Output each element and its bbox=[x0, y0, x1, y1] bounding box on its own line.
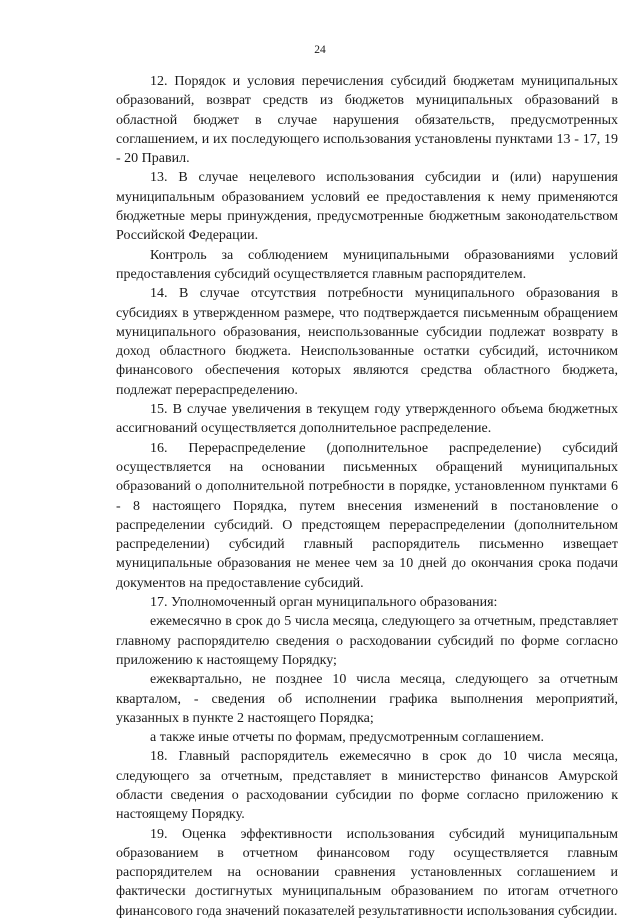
paragraph-control: Контроль за соблюдением муниципальными образованиями условий предоставления субсидий осуществляется главным распорядителем. bbox=[116, 247, 618, 282]
paragraph-17-quarterly: ежеквартально, не позднее 10 числа месяца, следующего за отчетным кварталом, - сведения об исполнении графика выполнения мероприятий, указанных в пункте 2 настоящего Порядка; bbox=[116, 672, 618, 726]
paragraph-17-monthly: ежемесячно в срок до 5 числа месяца, следующего за отчетным, представляет главному распорядителю сведения о расходовании субсидий по форме согласно приложению к настоящему Порядку; bbox=[116, 614, 618, 668]
paragraph-16: 16. Перераспределение (дополнительное распределение) субсидий осуществляется на основании письменных обращений муниципальных образований о дополнительной потребности в порядке, установленном пунктами 6 - 8 настоящего Порядка, путем внесения изменений в постановление о распределении субсидий. О предстоящем перераспределении (дополнительном распределении) субсидий главный распорядитель письменно извещает муниципальные образования не менее чем за 10 дней до окончания срока подачи документов на предоставление субсидий. bbox=[116, 440, 618, 591]
paragraph-17-other: а также иные отчеты по формам, предусмотренным соглашением. bbox=[150, 730, 545, 746]
paragraph-17: 17. Уполномоченный орган муниципального образования: bbox=[150, 595, 498, 611]
page-number: 24 bbox=[314, 44, 326, 56]
paragraph-14: 14. В случае отсутствия потребности муниципального образования в субсидиях в утвержденном размере, что подтверждается письменным обращением муниципального образования, неиспользованные субсидии подлежат возврату в доход областного бюджета. Неиспользованные остатки субсидий, источником финансового обеспечения которых являются средства областного бюджета, подлежат перераспределению. bbox=[116, 286, 618, 398]
paragraph-15: 15. В случае увеличения в текущем году утвержденного объема бюджетных ассигнований осуществляется дополнительное распределение. bbox=[116, 402, 618, 437]
paragraph-19: 19. Оценка эффективности использования субсидий муниципальным образованием в отчетном финансовом году осуществляется главным распорядителем на основании сравнения установленных соглашением и фактически достигнутых муниципальным образованием по итогам отчетного финансового года значений показателей результативности использования субсидии. bbox=[116, 826, 618, 919]
paragraph-18: 18. Главный распорядитель ежемесячно в срок до 10 числа месяца, следующего за отчетным, представляет в министерство финансов Амурской области сведения о расходовании субсидии по форме согласно приложению к настоящему Порядку. bbox=[116, 749, 618, 823]
paragraph-13: 13. В случае нецелевого использования субсидии и (или) нарушения муниципальным образованием условий ее предоставления к нему применяются бюджетные меры принуждения, предусмотренные бюджетным законодательством Российской Федерации. bbox=[116, 170, 618, 244]
paragraph-12: 12. Порядок и условия перечисления субсидий бюджетам муниципальных образований, возврат средств из бюджетов муниципальных образований в областной бюджет в случае нарушения обязательств, предусмотренных соглашением, и их последующего использования установлены пунктами 13 - 17, 19 - 20 Правил. bbox=[116, 74, 618, 167]
document-body bbox=[116, 72, 618, 921]
